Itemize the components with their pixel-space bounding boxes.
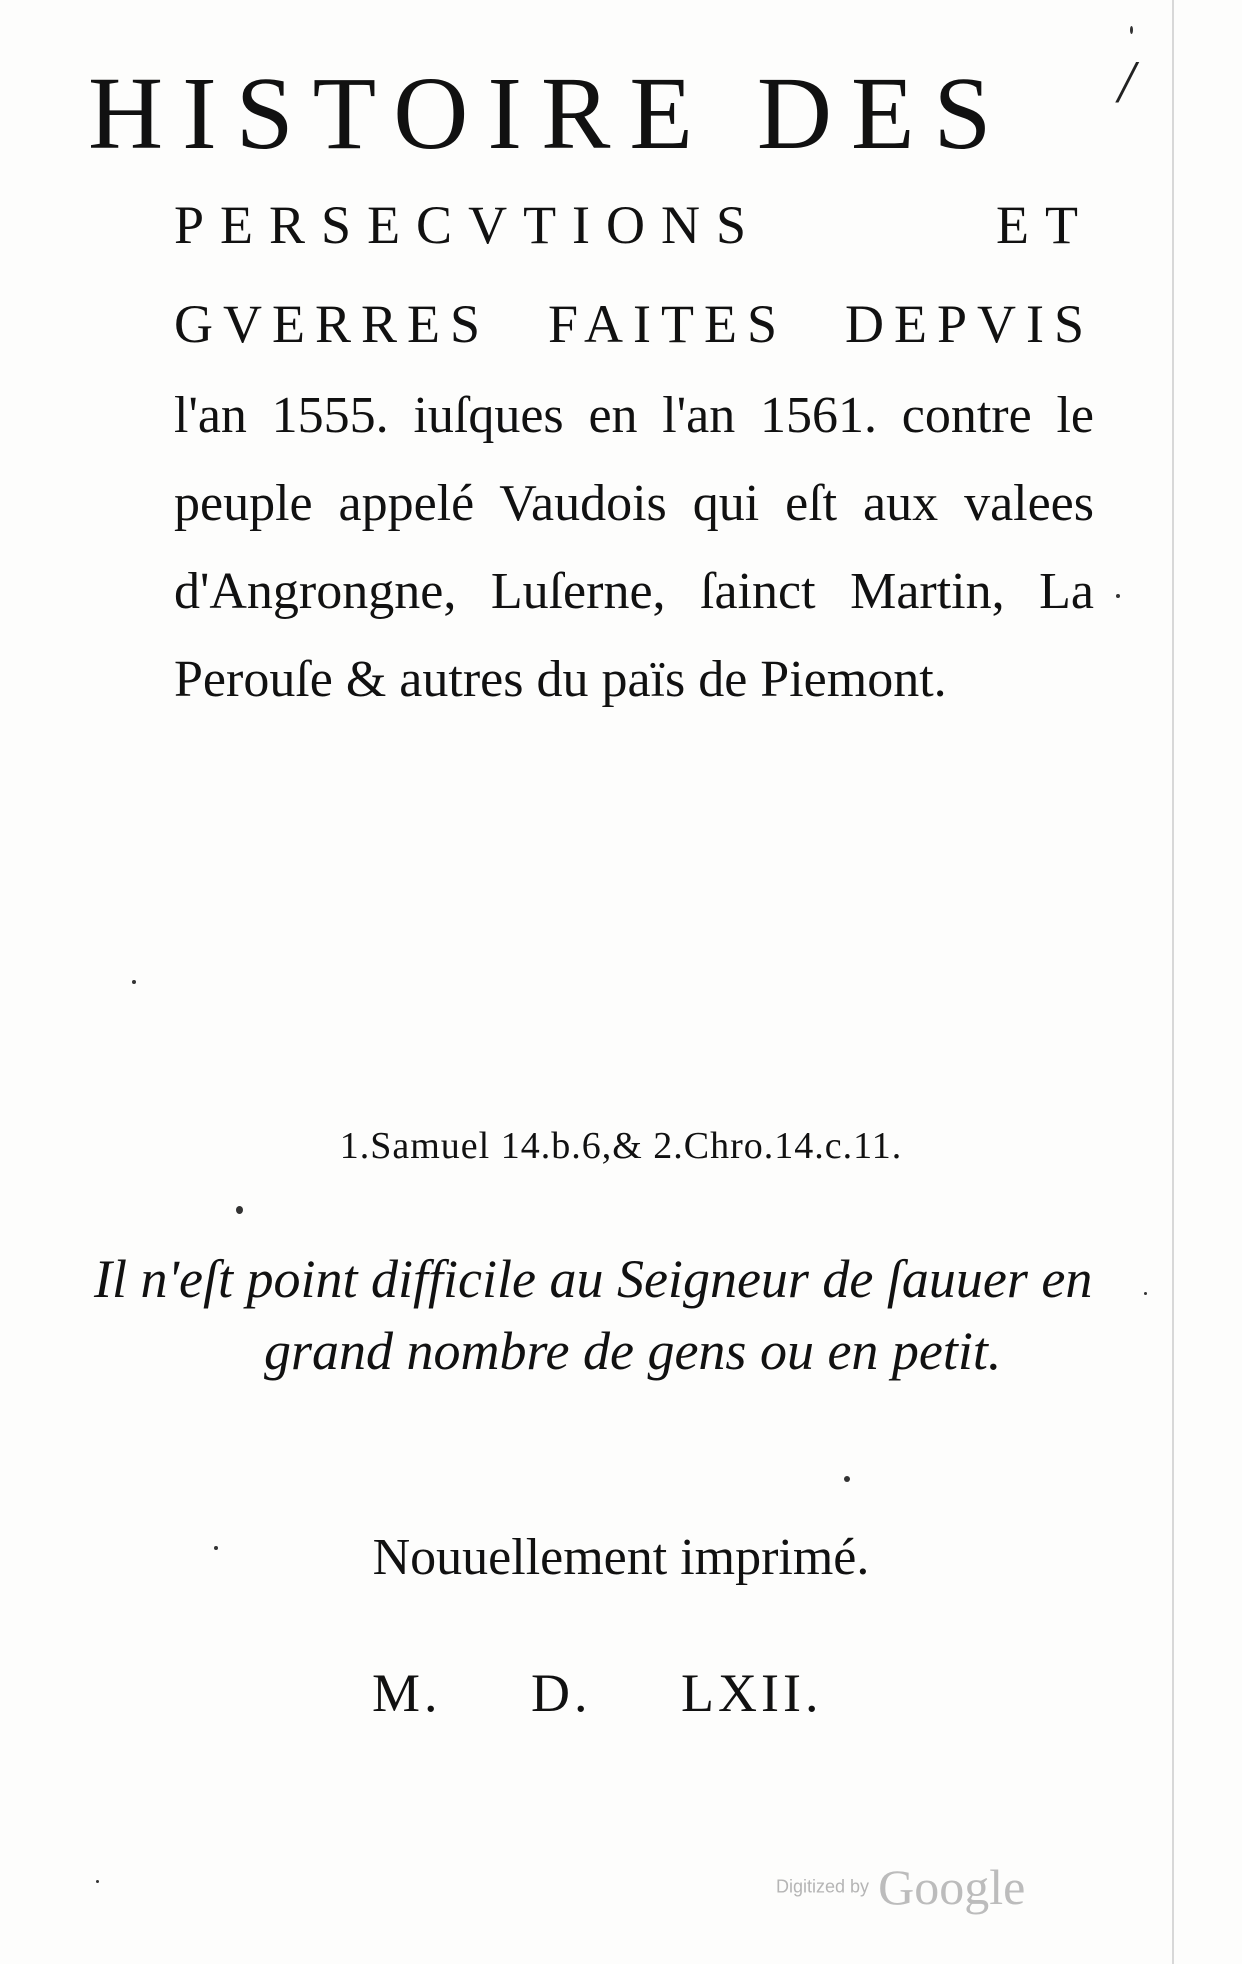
body-line: d'Angrongne, Luſerne, ſainct Martin, La [174, 563, 1094, 620]
google-logo: Google [878, 1859, 1026, 1915]
scan-speck [1130, 26, 1133, 34]
corner-mark: / [1118, 49, 1135, 115]
quote-line: Il n'eſt point difficile au Seigneur de ſauuer en [94, 1249, 1093, 1309]
scan-speck [96, 1880, 99, 1883]
scan-speck [1144, 1292, 1147, 1295]
title-line-2: PERSECVTIONS ET [174, 195, 1094, 255]
body-line: Perouſe & autres du païs de Piemont. [174, 651, 947, 708]
body-line: peuple appelé Vaudois qui eſt aux valees [174, 475, 1094, 532]
scripture-citation: 1.Samuel 14.b.6,& 2.Chro.14.c.11. [339, 1125, 903, 1167]
page-edge [1172, 0, 1174, 1964]
digitized-prefix: Digitized by [776, 1876, 870, 1897]
digitized-watermark [776, 1858, 1025, 1916]
publication-date: M. D. LXII. [372, 1663, 823, 1723]
scan-speck [236, 1206, 243, 1214]
title-line-3: GVERRES FAITES DEPVIS [174, 294, 1094, 354]
scan-speck [1116, 594, 1120, 598]
scan-speck [844, 1476, 850, 1482]
scan-speck [214, 1546, 218, 1550]
scan-speck [132, 980, 136, 984]
quote-line: grand nombre de gens ou en petit. [264, 1321, 1002, 1381]
imprint-note: Nouuellement imprimé. [372, 1529, 870, 1586]
body-line: l'an 1555. iuſques en l'an 1561. contre le [174, 387, 1094, 444]
page-title: HISTOIRE DES [88, 56, 1011, 171]
